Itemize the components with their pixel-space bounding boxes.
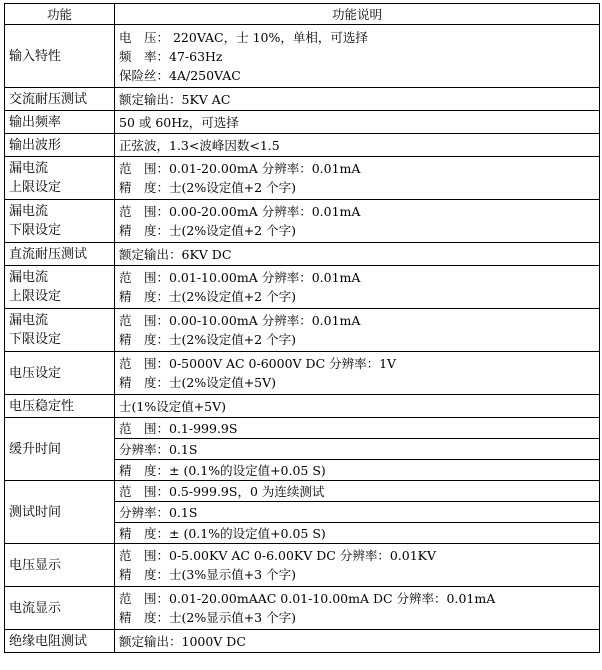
row-name (5, 309, 115, 352)
desc-line: 分辨率：0.1S (115, 502, 600, 523)
row-name (5, 200, 115, 243)
row-name: 电压稳定性 (5, 395, 115, 418)
row-test-time (5, 481, 600, 502)
desc-line: 保险丝：4A/250VAC (119, 67, 241, 83)
row-name: 电压显示 (5, 544, 115, 587)
row-output-waveform (5, 134, 600, 157)
desc-line: 电 压： 220VAC，士 10%，单相，可选择 (119, 29, 368, 45)
row-leak-dc-lower (5, 309, 600, 352)
row-current-display (5, 587, 600, 630)
row-name (5, 266, 115, 309)
desc-line: 范 围：0.01-20.00mAAC 0.01-10.00mA DC 分辨率：0.01mA (119, 591, 496, 606)
row-desc: 50 或 60Hz，可选择 (115, 111, 600, 134)
name-line: 上限设定 (9, 289, 62, 304)
desc-line: 精 度：± (0.1%的设定值+0.05 S) (115, 460, 600, 481)
name-line: 漏电流 (9, 204, 49, 219)
header-row (5, 4, 600, 25)
desc-line: 范 围：0.1-999.9S (115, 418, 600, 439)
row-name: 输入特性 (5, 25, 115, 88)
name-line: 漏电流 (9, 313, 49, 328)
row-name: 电流显示 (5, 587, 115, 630)
row-leak-dc-upper (5, 266, 600, 309)
desc-line: 范 围：0.5-999.9S，0 为连续测试 (115, 481, 600, 502)
desc-line: 范 围：0.00-10.00mA 分辨率：0.01mA (119, 313, 361, 328)
row-dc-withstand (5, 243, 600, 266)
desc-line: 精 度：士(2%设定值+2 个字) (119, 289, 296, 304)
desc-line: 范 围：0.01-20.00mA 分辨率：0.01mA (119, 161, 361, 176)
desc-line: 精 度：± (0.1%的设定值+0.05 S) (115, 523, 600, 544)
desc-line: 精 度：士(2%设定值+2 个字) (119, 223, 296, 238)
row-voltage-setting (5, 352, 600, 395)
row-voltage-stability (5, 395, 600, 418)
spec-table (4, 3, 600, 653)
desc-line: 分辨率：0.1S (115, 439, 600, 460)
row-name (5, 157, 115, 200)
desc-line: 频 率：47-63Hz (119, 48, 223, 64)
desc-line: 范 围：0.00-20.00mA 分辨率：0.01mA (119, 204, 361, 219)
row-name: 测试时间 (5, 481, 115, 544)
row-insulation (5, 630, 600, 653)
row-name: 缓升时间 (5, 418, 115, 481)
row-desc: 正弦波，1.3<波峰因数<1.5 (115, 134, 600, 157)
row-leak-ac-lower (5, 200, 600, 243)
desc-line: 范 围：0.01-10.00mA 分辨率：0.01mA (119, 270, 361, 285)
desc-line: 精 度：士(2%设定值+2 个字) (119, 332, 296, 347)
row-desc: 额定输出：5KV AC (115, 88, 600, 111)
desc-line: 精 度：士(2%设定值+5V) (119, 375, 277, 390)
row-ramp-time (5, 418, 600, 439)
header-function: 功能 (5, 4, 115, 25)
name-line: 漏电流 (9, 161, 49, 176)
row-desc: 额定输出：1000V DC (115, 630, 600, 653)
name-line: 漏电流 (9, 270, 49, 285)
row-leak-ac-upper (5, 157, 600, 200)
row-name: 输出频率 (5, 111, 115, 134)
row-desc (115, 309, 600, 352)
desc-line: 精 度：士(2%显示值+3 个字) (119, 610, 296, 625)
row-input (5, 25, 600, 88)
header-description: 功能说明 (115, 4, 600, 25)
row-name: 绝缘电阻测试 (5, 630, 115, 653)
row-ac-withstand (5, 88, 600, 111)
row-desc (115, 200, 600, 243)
row-desc (115, 25, 600, 88)
row-voltage-display (5, 544, 600, 587)
row-desc: 士(1%设定值+5V) (115, 395, 600, 418)
name-line: 下限设定 (9, 223, 62, 238)
desc-line: 精 度：士(3%显示值+3 个字) (119, 567, 296, 582)
name-line: 下限设定 (9, 332, 62, 347)
row-name: 输出波形 (5, 134, 115, 157)
row-desc (115, 544, 600, 587)
row-name: 电压设定 (5, 352, 115, 395)
row-desc (115, 352, 600, 395)
row-output-frequency (5, 111, 600, 134)
name-line: 上限设定 (9, 180, 62, 195)
row-name: 交流耐压测试 (5, 88, 115, 111)
row-desc (115, 587, 600, 630)
row-desc (115, 157, 600, 200)
desc-line: 精 度：士(2%设定值+2 个字) (119, 180, 296, 195)
row-name: 直流耐压测试 (5, 243, 115, 266)
desc-line: 范 围：0-5.00KV AC 0-6.00KV DC 分辨率：0.01KV (119, 548, 437, 563)
row-desc: 额定输出：6KV DC (115, 243, 600, 266)
row-desc (115, 266, 600, 309)
desc-line: 范 围：0-5000V AC 0-6000V DC 分辨率：1V (119, 356, 397, 371)
